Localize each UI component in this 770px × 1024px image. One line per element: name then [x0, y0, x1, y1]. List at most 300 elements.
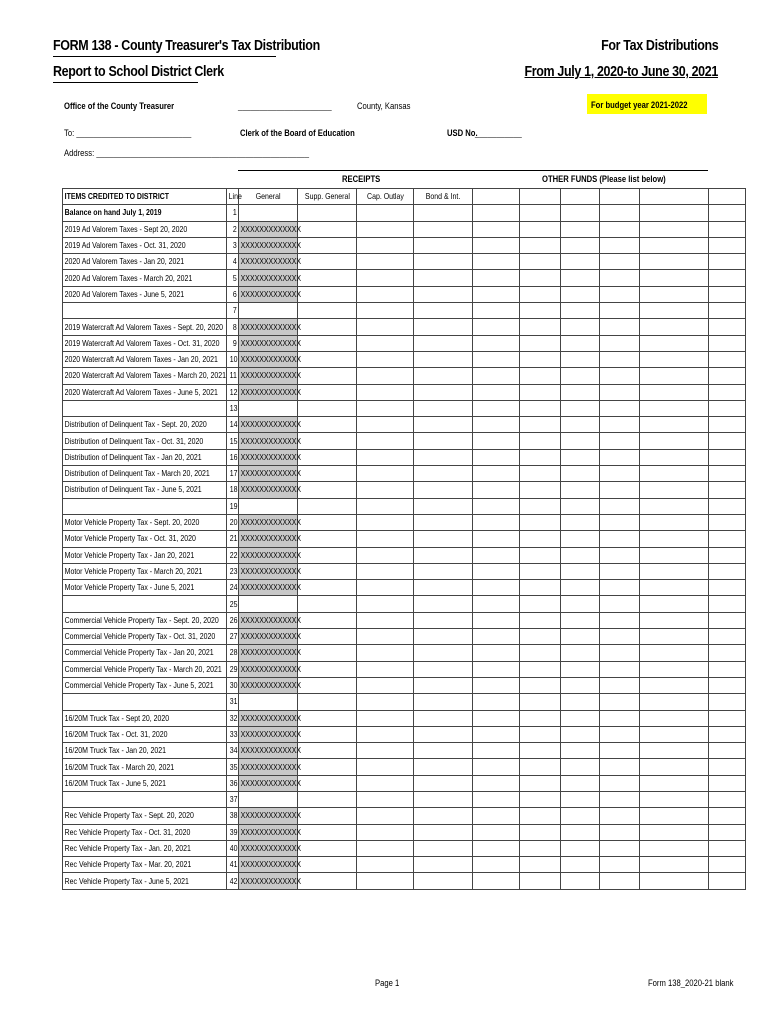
amount-cell[interactable]	[414, 661, 473, 677]
amount-cell[interactable]	[473, 710, 520, 726]
amount-cell[interactable]	[520, 694, 561, 710]
amount-cell[interactable]	[600, 319, 640, 335]
amount-cell[interactable]	[520, 237, 561, 253]
amount-cell[interactable]	[709, 466, 746, 482]
amount-cell[interactable]	[298, 433, 357, 449]
amount-cell[interactable]	[640, 368, 709, 384]
amount-cell[interactable]	[640, 743, 709, 759]
amount-cell[interactable]	[357, 384, 414, 400]
amount-cell[interactable]	[640, 612, 709, 628]
amount-cell[interactable]	[520, 596, 561, 612]
amount-cell[interactable]	[298, 237, 357, 253]
amount-cell[interactable]	[600, 775, 640, 791]
amount-cell[interactable]	[709, 400, 746, 416]
amount-cell[interactable]	[600, 791, 640, 807]
amount-cell[interactable]	[561, 791, 600, 807]
amount-cell[interactable]	[357, 726, 414, 742]
amount-cell[interactable]	[709, 547, 746, 563]
usd-number-field[interactable]: ___________	[475, 128, 522, 138]
amount-cell[interactable]	[640, 466, 709, 482]
amount-cell[interactable]	[357, 514, 414, 530]
amount-cell[interactable]	[709, 498, 746, 514]
amount-cell[interactable]	[640, 514, 709, 530]
amount-cell[interactable]	[600, 384, 640, 400]
amount-cell[interactable]	[640, 808, 709, 824]
amount-cell[interactable]	[709, 237, 746, 253]
amount-cell[interactable]	[709, 791, 746, 807]
amount-cell[interactable]	[520, 400, 561, 416]
amount-cell[interactable]	[473, 612, 520, 628]
amount-cell[interactable]	[561, 319, 600, 335]
amount-cell[interactable]	[600, 726, 640, 742]
amount-cell[interactable]	[709, 840, 746, 856]
amount-cell[interactable]	[298, 547, 357, 563]
amount-cell[interactable]	[414, 726, 473, 742]
amount-cell[interactable]	[298, 775, 357, 791]
amount-cell[interactable]	[298, 661, 357, 677]
amount-cell[interactable]	[357, 433, 414, 449]
amount-cell[interactable]	[520, 661, 561, 677]
amount-cell[interactable]	[414, 498, 473, 514]
amount-cell[interactable]	[520, 857, 561, 873]
amount-cell[interactable]	[640, 775, 709, 791]
amount-cell[interactable]	[357, 270, 414, 286]
amount-cell[interactable]	[298, 384, 357, 400]
amount-cell[interactable]	[473, 205, 520, 221]
amount-cell[interactable]	[520, 791, 561, 807]
amount-cell[interactable]	[520, 873, 561, 889]
amount-cell[interactable]	[414, 286, 473, 302]
amount-cell[interactable]	[709, 384, 746, 400]
amount-cell[interactable]	[473, 319, 520, 335]
amount-cell[interactable]	[709, 808, 746, 824]
amount-cell[interactable]	[561, 694, 600, 710]
amount-cell[interactable]	[600, 531, 640, 547]
amount-cell[interactable]	[520, 433, 561, 449]
amount-cell[interactable]	[520, 368, 561, 384]
amount-cell[interactable]	[709, 759, 746, 775]
amount-cell[interactable]	[298, 857, 357, 873]
amount-cell[interactable]	[473, 596, 520, 612]
amount-cell[interactable]	[600, 433, 640, 449]
address-field[interactable]: Address: __________________________________________________	[64, 148, 310, 158]
amount-cell[interactable]	[600, 759, 640, 775]
amount-cell[interactable]	[561, 661, 600, 677]
amount-cell[interactable]	[520, 710, 561, 726]
amount-cell[interactable]	[298, 205, 357, 221]
amount-cell[interactable]	[357, 677, 414, 693]
amount-cell[interactable]	[600, 808, 640, 824]
amount-cell[interactable]	[709, 677, 746, 693]
amount-cell[interactable]	[357, 759, 414, 775]
amount-cell[interactable]	[640, 645, 709, 661]
amount-cell[interactable]	[709, 514, 746, 530]
amount-cell[interactable]	[600, 351, 640, 367]
amount-cell[interactable]	[298, 873, 357, 889]
amount-cell[interactable]	[709, 563, 746, 579]
amount-cell[interactable]	[298, 400, 357, 416]
amount-cell[interactable]	[561, 612, 600, 628]
amount-cell[interactable]	[709, 873, 746, 889]
amount-cell[interactable]	[520, 303, 561, 319]
amount-cell[interactable]	[357, 482, 414, 498]
amount-cell[interactable]	[298, 710, 357, 726]
general-amount-cell[interactable]	[239, 303, 298, 319]
amount-cell[interactable]	[520, 351, 561, 367]
amount-cell[interactable]	[357, 580, 414, 596]
amount-cell[interactable]	[414, 384, 473, 400]
amount-cell[interactable]	[298, 417, 357, 433]
amount-cell[interactable]	[473, 368, 520, 384]
amount-cell[interactable]	[298, 645, 357, 661]
amount-cell[interactable]	[357, 840, 414, 856]
amount-cell[interactable]	[298, 808, 357, 824]
amount-cell[interactable]	[640, 710, 709, 726]
amount-cell[interactable]	[520, 726, 561, 742]
amount-cell[interactable]	[357, 710, 414, 726]
amount-cell[interactable]	[600, 694, 640, 710]
amount-cell[interactable]	[520, 563, 561, 579]
amount-cell[interactable]	[709, 254, 746, 270]
amount-cell[interactable]	[600, 482, 640, 498]
general-amount-cell[interactable]	[239, 498, 298, 514]
amount-cell[interactable]	[640, 547, 709, 563]
amount-cell[interactable]	[561, 270, 600, 286]
amount-cell[interactable]	[357, 661, 414, 677]
amount-cell[interactable]	[473, 254, 520, 270]
amount-cell[interactable]	[414, 400, 473, 416]
amount-cell[interactable]	[600, 547, 640, 563]
amount-cell[interactable]	[600, 335, 640, 351]
amount-cell[interactable]	[298, 791, 357, 807]
amount-cell[interactable]	[357, 824, 414, 840]
amount-cell[interactable]	[473, 580, 520, 596]
amount-cell[interactable]	[357, 547, 414, 563]
other-fund-header-cell[interactable]	[520, 189, 561, 205]
amount-cell[interactable]	[600, 743, 640, 759]
amount-cell[interactable]	[473, 482, 520, 498]
amount-cell[interactable]	[357, 449, 414, 465]
amount-cell[interactable]	[561, 857, 600, 873]
amount-cell[interactable]	[473, 237, 520, 253]
amount-cell[interactable]	[709, 726, 746, 742]
amount-cell[interactable]	[473, 547, 520, 563]
amount-cell[interactable]	[298, 221, 357, 237]
amount-cell[interactable]	[709, 710, 746, 726]
amount-cell[interactable]	[561, 580, 600, 596]
amount-cell[interactable]	[561, 237, 600, 253]
amount-cell[interactable]	[561, 400, 600, 416]
county-name-field[interactable]: ______________________	[238, 101, 332, 111]
amount-cell[interactable]	[561, 449, 600, 465]
amount-cell[interactable]	[561, 417, 600, 433]
amount-cell[interactable]	[357, 645, 414, 661]
amount-cell[interactable]	[520, 743, 561, 759]
amount-cell[interactable]	[414, 531, 473, 547]
amount-cell[interactable]	[298, 677, 357, 693]
amount-cell[interactable]	[520, 775, 561, 791]
amount-cell[interactable]	[473, 791, 520, 807]
amount-cell[interactable]	[709, 857, 746, 873]
amount-cell[interactable]	[298, 759, 357, 775]
amount-cell[interactable]	[640, 319, 709, 335]
amount-cell[interactable]	[473, 303, 520, 319]
amount-cell[interactable]	[640, 873, 709, 889]
amount-cell[interactable]	[473, 775, 520, 791]
amount-cell[interactable]	[640, 351, 709, 367]
amount-cell[interactable]	[298, 254, 357, 270]
amount-cell[interactable]	[640, 303, 709, 319]
amount-cell[interactable]	[561, 254, 600, 270]
amount-cell[interactable]	[600, 873, 640, 889]
other-fund-header-cell[interactable]	[709, 189, 746, 205]
amount-cell[interactable]	[357, 286, 414, 302]
amount-cell[interactable]	[640, 482, 709, 498]
amount-cell[interactable]	[357, 335, 414, 351]
amount-cell[interactable]	[357, 873, 414, 889]
amount-cell[interactable]	[709, 417, 746, 433]
amount-cell[interactable]	[414, 629, 473, 645]
amount-cell[interactable]	[600, 368, 640, 384]
amount-cell[interactable]	[298, 824, 357, 840]
amount-cell[interactable]	[640, 205, 709, 221]
amount-cell[interactable]	[520, 612, 561, 628]
amount-cell[interactable]	[298, 694, 357, 710]
amount-cell[interactable]	[414, 319, 473, 335]
amount-cell[interactable]	[357, 743, 414, 759]
amount-cell[interactable]	[640, 824, 709, 840]
amount-cell[interactable]	[473, 629, 520, 645]
amount-cell[interactable]	[414, 547, 473, 563]
amount-cell[interactable]	[561, 221, 600, 237]
amount-cell[interactable]	[357, 400, 414, 416]
amount-cell[interactable]	[561, 710, 600, 726]
amount-cell[interactable]	[640, 726, 709, 742]
amount-cell[interactable]	[600, 498, 640, 514]
amount-cell[interactable]	[298, 270, 357, 286]
amount-cell[interactable]	[709, 319, 746, 335]
amount-cell[interactable]	[600, 596, 640, 612]
amount-cell[interactable]	[357, 694, 414, 710]
amount-cell[interactable]	[414, 808, 473, 824]
amount-cell[interactable]	[414, 840, 473, 856]
amount-cell[interactable]	[709, 449, 746, 465]
amount-cell[interactable]	[414, 791, 473, 807]
amount-cell[interactable]	[561, 824, 600, 840]
amount-cell[interactable]	[709, 351, 746, 367]
amount-cell[interactable]	[520, 384, 561, 400]
amount-cell[interactable]	[520, 498, 561, 514]
amount-cell[interactable]	[640, 237, 709, 253]
amount-cell[interactable]	[298, 368, 357, 384]
amount-cell[interactable]	[561, 514, 600, 530]
amount-cell[interactable]	[357, 791, 414, 807]
amount-cell[interactable]	[414, 743, 473, 759]
amount-cell[interactable]	[357, 531, 414, 547]
other-fund-header-cell[interactable]	[561, 189, 600, 205]
amount-cell[interactable]	[520, 335, 561, 351]
other-fund-header-cell[interactable]	[640, 189, 709, 205]
amount-cell[interactable]	[414, 303, 473, 319]
amount-cell[interactable]	[473, 645, 520, 661]
amount-cell[interactable]	[600, 857, 640, 873]
amount-cell[interactable]	[640, 400, 709, 416]
amount-cell[interactable]	[414, 482, 473, 498]
amount-cell[interactable]	[561, 743, 600, 759]
amount-cell[interactable]	[473, 824, 520, 840]
amount-cell[interactable]	[357, 775, 414, 791]
amount-cell[interactable]	[561, 433, 600, 449]
amount-cell[interactable]	[414, 254, 473, 270]
amount-cell[interactable]	[561, 563, 600, 579]
amount-cell[interactable]	[414, 563, 473, 579]
amount-cell[interactable]	[298, 580, 357, 596]
amount-cell[interactable]	[473, 433, 520, 449]
amount-cell[interactable]	[357, 612, 414, 628]
amount-cell[interactable]	[561, 726, 600, 742]
amount-cell[interactable]	[709, 368, 746, 384]
amount-cell[interactable]	[561, 840, 600, 856]
amount-cell[interactable]	[561, 759, 600, 775]
other-fund-header-cell[interactable]	[600, 189, 640, 205]
amount-cell[interactable]	[298, 466, 357, 482]
amount-cell[interactable]	[561, 677, 600, 693]
amount-cell[interactable]	[600, 286, 640, 302]
amount-cell[interactable]	[709, 482, 746, 498]
amount-cell[interactable]	[357, 221, 414, 237]
amount-cell[interactable]	[640, 661, 709, 677]
amount-cell[interactable]	[298, 726, 357, 742]
amount-cell[interactable]	[561, 645, 600, 661]
amount-cell[interactable]	[473, 335, 520, 351]
amount-cell[interactable]	[600, 303, 640, 319]
amount-cell[interactable]	[600, 205, 640, 221]
amount-cell[interactable]	[357, 205, 414, 221]
amount-cell[interactable]	[414, 433, 473, 449]
amount-cell[interactable]	[414, 368, 473, 384]
amount-cell[interactable]	[520, 417, 561, 433]
amount-cell[interactable]	[640, 286, 709, 302]
amount-cell[interactable]	[600, 677, 640, 693]
amount-cell[interactable]	[640, 694, 709, 710]
amount-cell[interactable]	[709, 531, 746, 547]
amount-cell[interactable]	[473, 743, 520, 759]
amount-cell[interactable]	[520, 531, 561, 547]
amount-cell[interactable]	[520, 449, 561, 465]
amount-cell[interactable]	[298, 498, 357, 514]
amount-cell[interactable]	[473, 270, 520, 286]
amount-cell[interactable]	[298, 514, 357, 530]
amount-cell[interactable]	[640, 531, 709, 547]
amount-cell[interactable]	[561, 368, 600, 384]
general-amount-cell[interactable]	[239, 205, 298, 221]
amount-cell[interactable]	[640, 254, 709, 270]
general-amount-cell[interactable]	[239, 400, 298, 416]
amount-cell[interactable]	[600, 221, 640, 237]
amount-cell[interactable]	[414, 514, 473, 530]
amount-cell[interactable]	[640, 596, 709, 612]
amount-cell[interactable]	[473, 694, 520, 710]
amount-cell[interactable]	[709, 743, 746, 759]
amount-cell[interactable]	[709, 694, 746, 710]
amount-cell[interactable]	[473, 417, 520, 433]
amount-cell[interactable]	[709, 580, 746, 596]
amount-cell[interactable]	[709, 335, 746, 351]
amount-cell[interactable]	[561, 303, 600, 319]
amount-cell[interactable]	[600, 514, 640, 530]
amount-cell[interactable]	[414, 351, 473, 367]
amount-cell[interactable]	[709, 629, 746, 645]
amount-cell[interactable]	[473, 563, 520, 579]
amount-cell[interactable]	[298, 840, 357, 856]
general-amount-cell[interactable]	[239, 694, 298, 710]
amount-cell[interactable]	[298, 612, 357, 628]
amount-cell[interactable]	[357, 808, 414, 824]
amount-cell[interactable]	[600, 580, 640, 596]
amount-cell[interactable]	[414, 759, 473, 775]
amount-cell[interactable]	[709, 596, 746, 612]
amount-cell[interactable]	[600, 237, 640, 253]
amount-cell[interactable]	[640, 417, 709, 433]
amount-cell[interactable]	[709, 303, 746, 319]
amount-cell[interactable]	[298, 351, 357, 367]
amount-cell[interactable]	[357, 629, 414, 645]
amount-cell[interactable]	[473, 221, 520, 237]
amount-cell[interactable]	[414, 824, 473, 840]
general-amount-cell[interactable]	[239, 791, 298, 807]
amount-cell[interactable]	[640, 270, 709, 286]
amount-cell[interactable]	[600, 400, 640, 416]
general-amount-cell[interactable]	[239, 596, 298, 612]
amount-cell[interactable]	[473, 466, 520, 482]
amount-cell[interactable]	[709, 221, 746, 237]
amount-cell[interactable]	[561, 547, 600, 563]
amount-cell[interactable]	[600, 645, 640, 661]
amount-cell[interactable]	[357, 417, 414, 433]
other-fund-header-cell[interactable]	[473, 189, 520, 205]
amount-cell[interactable]	[561, 498, 600, 514]
amount-cell[interactable]	[520, 221, 561, 237]
amount-cell[interactable]	[298, 286, 357, 302]
amount-cell[interactable]	[473, 400, 520, 416]
amount-cell[interactable]	[357, 254, 414, 270]
amount-cell[interactable]	[357, 319, 414, 335]
amount-cell[interactable]	[414, 612, 473, 628]
amount-cell[interactable]	[414, 710, 473, 726]
amount-cell[interactable]	[561, 351, 600, 367]
amount-cell[interactable]	[414, 694, 473, 710]
amount-cell[interactable]	[561, 629, 600, 645]
amount-cell[interactable]	[473, 531, 520, 547]
amount-cell[interactable]	[357, 303, 414, 319]
amount-cell[interactable]	[640, 433, 709, 449]
amount-cell[interactable]	[473, 661, 520, 677]
amount-cell[interactable]	[414, 580, 473, 596]
amount-cell[interactable]	[357, 563, 414, 579]
amount-cell[interactable]	[414, 677, 473, 693]
amount-cell[interactable]	[357, 498, 414, 514]
amount-cell[interactable]	[709, 645, 746, 661]
amount-cell[interactable]	[473, 873, 520, 889]
amount-cell[interactable]	[600, 824, 640, 840]
amount-cell[interactable]	[520, 270, 561, 286]
amount-cell[interactable]	[520, 677, 561, 693]
amount-cell[interactable]	[473, 351, 520, 367]
amount-cell[interactable]	[561, 205, 600, 221]
amount-cell[interactable]	[298, 531, 357, 547]
amount-cell[interactable]	[561, 873, 600, 889]
amount-cell[interactable]	[600, 417, 640, 433]
